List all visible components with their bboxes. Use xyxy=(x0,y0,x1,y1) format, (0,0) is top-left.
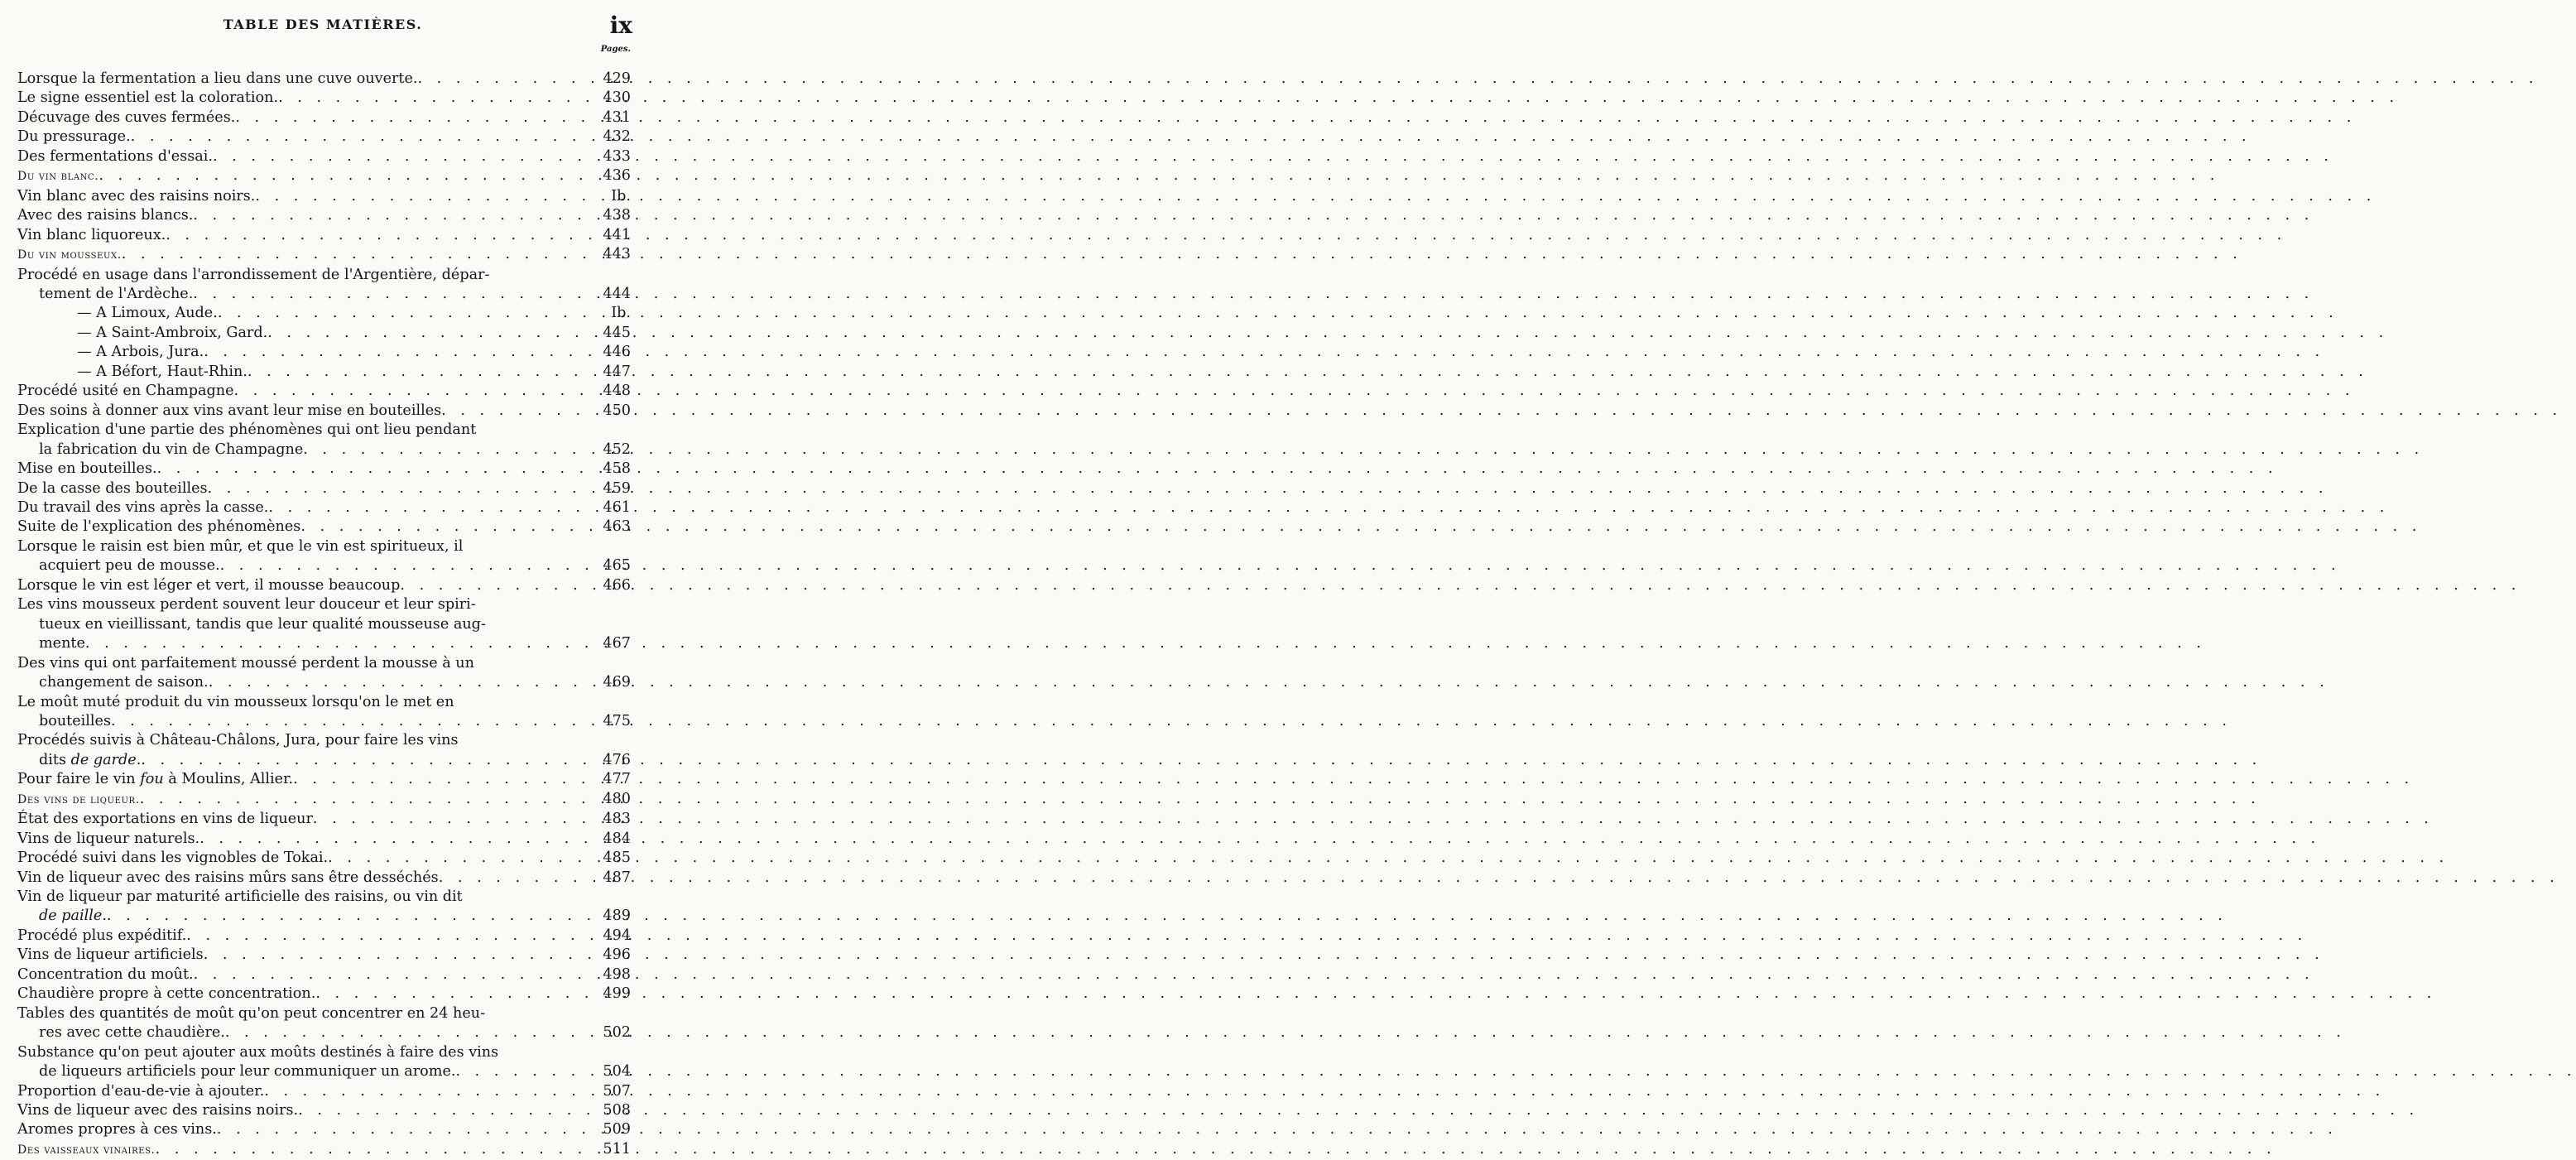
entry-text: acquiert peu de mousse. xyxy=(39,557,220,575)
toc-entry-line xyxy=(17,1120,631,1139)
entry-text: Des vins qui ont parfaitement moussé perdent la mousse à un xyxy=(17,654,474,671)
toc-entry-line xyxy=(17,556,631,575)
toc-entry xyxy=(17,888,631,927)
toc-entry-line xyxy=(17,595,631,614)
entry-text: Du travail des vins après la casse. xyxy=(17,498,269,516)
toc-entry xyxy=(17,421,631,460)
toc-entry-line xyxy=(17,1004,631,1023)
entry-text: Vin blanc liquoreux. xyxy=(17,226,166,243)
entry-text: bouteilles xyxy=(39,712,111,729)
dot-leader xyxy=(264,1082,586,1101)
toc-entry xyxy=(17,402,631,421)
dot-leader xyxy=(217,1120,586,1139)
toc-entry-line xyxy=(17,70,631,89)
dot-leader xyxy=(418,70,587,89)
toc-entry xyxy=(17,1101,631,1120)
toc-entry xyxy=(17,226,631,245)
toc-entry-line xyxy=(17,166,631,186)
dot-leader xyxy=(315,984,586,1004)
toc-entry-line xyxy=(17,440,631,460)
page-number: 475 xyxy=(603,712,631,729)
entry-text: mente xyxy=(39,635,85,652)
page-number: 498 xyxy=(603,965,631,983)
toc-entry xyxy=(17,304,631,323)
entry-text: Du vin blanc. xyxy=(17,170,99,184)
entry-text: Décuvage des cuves fermées. xyxy=(17,108,236,126)
toc-entry xyxy=(17,479,631,498)
entry-text: Les vins mousseux perdent souvent leur douceur et leur spiri- xyxy=(17,596,476,614)
page-number: 459 xyxy=(603,479,631,497)
entry-text: Vin de liqueur avec des raisins mûrs sans être desséchés xyxy=(17,869,439,886)
toc-entry xyxy=(17,576,631,595)
page-number: 448 xyxy=(603,383,631,400)
page-number: 461 xyxy=(603,498,631,516)
toc-entry-line xyxy=(17,849,631,868)
page-number: 431 xyxy=(603,108,631,126)
page-number: 463 xyxy=(603,518,631,536)
entry-text: Vins de liqueur naturels. xyxy=(17,830,200,847)
toc-entry xyxy=(17,869,631,888)
toc-entry xyxy=(17,946,631,965)
toc-entry-line xyxy=(17,285,631,304)
page-header xyxy=(0,13,646,41)
dot-leader xyxy=(85,634,586,653)
toc-entry-line xyxy=(17,810,631,829)
entry-text: De la casse des bouteilles xyxy=(17,479,208,497)
toc-entry-line xyxy=(17,965,631,984)
entry-text: dits de garde. xyxy=(39,751,142,768)
toc-entry xyxy=(17,1043,631,1082)
page-number: 508 xyxy=(603,1102,631,1119)
toc-entry xyxy=(17,266,631,305)
dot-leader xyxy=(328,849,586,868)
toc-entry-line xyxy=(17,147,631,166)
entry-text: — A Arbois, Jura. xyxy=(77,344,204,361)
toc-entry xyxy=(17,187,631,206)
page-number: 441 xyxy=(603,226,631,243)
toc-entry-line xyxy=(17,108,631,128)
toc-entry-line xyxy=(17,1062,631,1081)
dot-leader xyxy=(248,363,586,382)
toc-entry xyxy=(17,654,631,693)
entry-text: Avec des raisins blancs. xyxy=(17,207,194,224)
page-number: 452 xyxy=(603,440,631,458)
entry-text: Procédé en usage dans l'arrondissement de l'Argentière, dépar- xyxy=(17,266,490,283)
dot-leader xyxy=(400,576,586,595)
page-number: 436 xyxy=(603,167,631,185)
toc-entry-line xyxy=(17,869,631,888)
page-number: 476 xyxy=(603,751,631,768)
toc-entry xyxy=(17,810,631,829)
toc-entry-line xyxy=(17,615,631,634)
toc-entry-line xyxy=(17,187,631,206)
toc-entry xyxy=(17,128,631,147)
page-number: 445 xyxy=(603,324,631,341)
toc-entry xyxy=(17,984,631,1004)
toc-entry-line xyxy=(17,460,631,479)
toc-entry-line xyxy=(17,382,631,401)
toc-entry-line xyxy=(17,402,631,421)
dot-leader xyxy=(267,324,586,343)
entry-text: Du pressurage. xyxy=(17,128,131,146)
entry-text: — A Saint-Ambroix, Gard. xyxy=(77,324,268,341)
toc-entry xyxy=(17,498,631,517)
toc-entry-line xyxy=(17,790,631,810)
toc-entry-line xyxy=(17,128,631,147)
toc-entry-line xyxy=(17,1023,631,1042)
toc-entry-line xyxy=(17,673,631,692)
entry-text: Mise en bouteilles. xyxy=(17,460,157,478)
entry-text: Substance qu'on peut ajouter aux moûts destinés à faire des vins xyxy=(17,1043,499,1061)
dot-leader xyxy=(220,556,586,575)
dot-leader xyxy=(268,498,586,517)
entry-text: Des vaisseaux vinaires. xyxy=(17,1143,156,1157)
entry-text: de liqueurs artificiels pour leur communiquer un arome. xyxy=(39,1063,456,1081)
dot-leader xyxy=(156,1140,586,1159)
toc-entry xyxy=(17,1004,631,1043)
toc-entry xyxy=(17,770,631,789)
entry-text: Concentration du moût. xyxy=(17,965,194,983)
toc-entry-line xyxy=(17,421,631,440)
entry-text: tueux en vieillissant, tandis que leur qualité mousseuse aug- xyxy=(39,615,486,633)
toc-entry xyxy=(17,731,631,770)
dot-leader xyxy=(293,770,586,789)
page-number: 443 xyxy=(603,246,631,263)
page-number: 496 xyxy=(603,946,631,964)
dot-leader xyxy=(186,927,586,946)
dot-leader xyxy=(255,187,586,206)
toc-entry xyxy=(17,1120,631,1139)
toc-entry-line xyxy=(17,1101,631,1120)
entry-text: Aromes propres à ces vins. xyxy=(17,1121,217,1138)
folio-number: ix xyxy=(609,12,632,39)
dot-leader xyxy=(199,830,586,849)
page-number: 483 xyxy=(603,811,631,828)
toc-entry-line xyxy=(17,324,631,343)
page-number: 446 xyxy=(603,344,631,361)
entry-text: changement de saison. xyxy=(39,674,209,691)
page-title: TABLE DES MATIÈRES. xyxy=(223,17,423,32)
dot-leader xyxy=(99,166,586,185)
dot-leader xyxy=(193,206,586,225)
entry-text: Procédé plus expéditif. xyxy=(17,927,187,944)
page-number: 438 xyxy=(603,207,631,224)
page-number: 489 xyxy=(603,907,631,925)
page-number: 485 xyxy=(603,850,631,867)
dot-leader xyxy=(140,790,586,809)
entry-text: Des fermentations d'essai. xyxy=(17,147,213,165)
toc-entry-line xyxy=(17,634,631,653)
toc-entry-line xyxy=(17,1043,631,1062)
dot-leader xyxy=(111,712,586,731)
entry-text: Lorsque le raisin est bien mûr, et que le vin est spiritueux, il xyxy=(17,537,464,555)
dot-leader xyxy=(194,965,586,984)
toc-entry-line xyxy=(17,89,631,108)
toc-entry-line xyxy=(17,1140,631,1160)
entry-text: Des vins de liqueur. xyxy=(17,792,140,806)
entry-text: Vins de liqueur avec des raisins noirs. xyxy=(17,1102,299,1119)
dot-leader xyxy=(157,460,586,479)
entry-text: res avec cette chaudière. xyxy=(39,1024,225,1042)
page-number: 477 xyxy=(603,771,631,788)
entry-text: Proportion d'eau-de-vie à ajouter. xyxy=(17,1082,265,1100)
entry-text: Explication d'une partie des phénomènes qui ont lieu pendant xyxy=(17,421,477,439)
entry-text: Lorsque le vin est léger et vert, il mousse beaucoup xyxy=(17,576,401,594)
toc-entry-line xyxy=(17,927,631,946)
dot-leader xyxy=(439,869,586,888)
toc-entry-line xyxy=(17,1082,631,1101)
page-number: 494 xyxy=(603,927,631,944)
toc-entry xyxy=(17,1082,631,1101)
toc-entry-line xyxy=(17,266,631,285)
toc-entry xyxy=(17,147,631,166)
entry-text: Procédé suivi dans les vignobles de Tokai. xyxy=(17,850,329,867)
page-number: 432 xyxy=(603,128,631,146)
entry-text: Procédé usité en Champagne xyxy=(17,383,234,400)
dot-leader xyxy=(278,89,586,108)
toc-entry xyxy=(17,382,631,401)
toc-entry-line xyxy=(17,498,631,517)
page-number: 504 xyxy=(603,1063,631,1081)
page-number: 509 xyxy=(603,1121,631,1138)
toc-entry xyxy=(17,693,631,732)
toc-entry-line xyxy=(17,751,631,770)
toc-entry-line xyxy=(17,206,631,225)
dot-leader xyxy=(209,673,586,692)
toc-entry xyxy=(17,849,631,868)
entry-text: Vins de liqueur artificiels xyxy=(17,946,204,964)
dot-leader xyxy=(303,440,586,460)
entry-text: État des exportations en vins de liqueur xyxy=(17,811,313,828)
pages-column-label: Pages. xyxy=(600,45,631,54)
page-number: 511 xyxy=(603,1140,631,1158)
entry-text: Des soins à donner aux vins avant leur mise en bouteilles xyxy=(17,402,442,419)
toc-entry-line xyxy=(17,712,631,731)
toc-entry-line xyxy=(17,830,631,849)
page-number: 487 xyxy=(603,869,631,886)
toc-entry-line xyxy=(17,343,631,362)
toc-entry xyxy=(17,595,631,653)
book-page xyxy=(0,0,646,1156)
entry-text: — A Béfort, Haut-Rhin. xyxy=(77,363,248,380)
dot-leader xyxy=(300,517,586,537)
entry-text: — A Limoux, Aude. xyxy=(77,305,218,322)
toc-entry-line xyxy=(17,226,631,245)
dot-leader xyxy=(131,128,586,147)
entry-text: tement de l'Ardèche. xyxy=(39,285,194,302)
page-number: 466 xyxy=(603,576,631,594)
toc-entry xyxy=(17,108,631,128)
entry-text: Vin blanc avec des raisins noirs. xyxy=(17,187,256,205)
toc-entry xyxy=(17,517,631,537)
dot-leader xyxy=(298,1101,586,1120)
dot-leader xyxy=(225,1023,586,1042)
toc-entry-line xyxy=(17,517,631,537)
entry-text: Chaudière propre à cette concentration. xyxy=(17,985,316,1003)
page-number: 480 xyxy=(603,790,631,807)
page-number: 444 xyxy=(603,285,631,302)
page-number: 433 xyxy=(603,147,631,165)
page-number: 469 xyxy=(603,674,631,691)
page-number: 507 xyxy=(603,1082,631,1100)
table-of-contents xyxy=(17,70,631,1160)
section-heading-entry xyxy=(17,166,631,186)
toc-entry xyxy=(17,324,631,343)
toc-entry xyxy=(17,830,631,849)
section-heading-entry xyxy=(17,245,631,265)
page-number: Ib. xyxy=(611,305,631,322)
entry-text: Le signe essentiel est la coloration. xyxy=(17,89,279,107)
dot-leader xyxy=(141,751,586,770)
entry-text: Procédés suivis à Château-Châlons, Jura, pour faire les vins xyxy=(17,732,459,749)
dot-leader xyxy=(234,382,587,401)
page-number: 430 xyxy=(603,89,631,107)
page-number: 502 xyxy=(603,1024,631,1042)
toc-entry xyxy=(17,537,631,576)
toc-entry-line xyxy=(17,984,631,1004)
toc-entry-line xyxy=(17,907,631,926)
entry-text: Vin de liqueur par maturité artificielle des raisins, ou vin dit xyxy=(17,888,463,906)
toc-entry xyxy=(17,70,631,89)
toc-entry-line xyxy=(17,537,631,556)
toc-entry xyxy=(17,965,631,984)
entry-text: de paille. xyxy=(39,907,107,925)
dot-leader xyxy=(313,810,586,829)
entry-text: Pour faire le vin fou à Moulins, Allier. xyxy=(17,771,294,788)
page-number: 447 xyxy=(603,363,631,380)
page-number: 465 xyxy=(603,557,631,575)
toc-entry-line xyxy=(17,770,631,789)
page-number: Ib. xyxy=(611,187,631,205)
toc-entry xyxy=(17,927,631,946)
dot-leader xyxy=(122,245,586,264)
toc-entry xyxy=(17,460,631,479)
toc-entry xyxy=(17,343,631,362)
toc-entry-line xyxy=(17,946,631,965)
dot-leader xyxy=(235,108,586,128)
toc-entry xyxy=(17,89,631,108)
dot-leader xyxy=(218,304,586,323)
entry-text: Suite de l'explication des phénomènes xyxy=(17,518,301,536)
dot-leader xyxy=(204,343,586,362)
dot-leader xyxy=(193,285,586,304)
toc-entry-line xyxy=(17,888,631,907)
entry-text: Tables des quantités de moût qu'on peut concentrer en 24 heu- xyxy=(17,1004,486,1022)
toc-entry-line xyxy=(17,479,631,498)
toc-entry-line xyxy=(17,693,631,712)
dot-leader xyxy=(213,147,586,166)
page-number: 458 xyxy=(603,460,631,478)
dot-leader xyxy=(204,946,586,965)
toc-entry-line xyxy=(17,245,631,265)
page-number: 484 xyxy=(603,830,631,847)
dot-leader xyxy=(208,479,586,498)
dot-leader xyxy=(441,402,586,421)
dot-leader xyxy=(107,907,586,926)
dot-leader xyxy=(455,1062,586,1081)
entry-text: Du vin mousseux. xyxy=(17,248,122,262)
section-heading-entry xyxy=(17,790,631,810)
toc-entry-line xyxy=(17,363,631,382)
toc-entry-line xyxy=(17,731,631,750)
page-number: 467 xyxy=(603,635,631,652)
page-number: 429 xyxy=(603,70,631,87)
toc-entry xyxy=(17,206,631,225)
toc-entry xyxy=(17,363,631,382)
entry-text: la fabrication du vin de Champagne xyxy=(39,440,304,458)
entry-text: Le moût muté produit du vin mousseux lorsqu'on le met en xyxy=(17,693,454,710)
toc-entry-line xyxy=(17,654,631,673)
dot-leader xyxy=(166,226,586,245)
page-number: 499 xyxy=(603,985,631,1003)
entry-text: Lorsque la fermentation a lieu dans une cuve ouverte. xyxy=(17,70,418,87)
section-heading-entry xyxy=(17,1140,631,1160)
toc-entry-line xyxy=(17,576,631,595)
toc-entry-line xyxy=(17,304,631,323)
page-number: 450 xyxy=(603,402,631,419)
